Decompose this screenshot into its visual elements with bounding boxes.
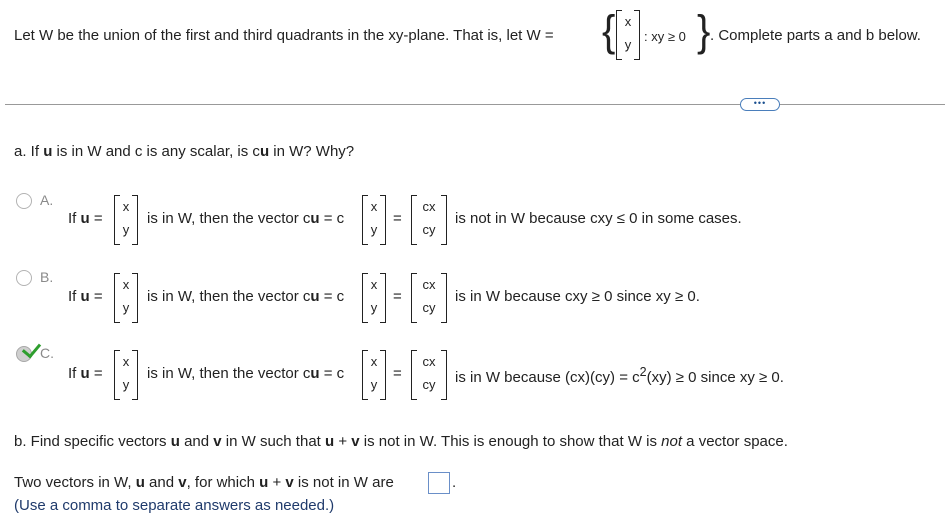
more-button-label: •••	[753, 98, 767, 108]
option-c-matrix-xy	[362, 350, 386, 398]
option-a-eq: =	[89, 210, 103, 227]
part-b-suffix-1: is not in W. This is enough to show that W is	[359, 433, 662, 450]
part-b-prefix: b. Find specific vectors	[14, 433, 171, 450]
option-c-mid-text: is in W, then the vector c	[147, 365, 311, 382]
part-b-suffix-2: a vector space.	[682, 433, 788, 450]
option-c-m2-top: x	[370, 354, 378, 369]
option-c-u2: u	[310, 365, 320, 382]
intro-prefix: Let W be the union of the first and third quadrants in the xy-plane. That is, let W =	[14, 27, 554, 44]
option-b-matrix-u	[114, 273, 138, 321]
part-b-u2: u	[325, 433, 335, 450]
option-b-matrix-cxy	[411, 273, 447, 321]
divider	[5, 104, 945, 105]
option-a-radio[interactable]	[16, 193, 32, 209]
option-a-m1-top: x	[122, 199, 130, 214]
option-c-m3-top: cx	[422, 354, 436, 369]
option-c-if	[68, 365, 103, 382]
answer-note: (Use a comma to separate answers as needed.)	[14, 497, 335, 514]
option-b-u2: u	[310, 288, 320, 305]
option-b-eq2: = c	[319, 288, 345, 305]
option-c-u: u	[80, 365, 90, 382]
option-c-reason	[455, 365, 784, 386]
answer-u2: u	[259, 474, 269, 491]
set-condition: : xy ≥ 0	[644, 29, 686, 44]
option-b-radio[interactable]	[16, 270, 32, 286]
set-matrix-x: x	[624, 14, 632, 29]
set-matrix-y: y	[624, 37, 632, 52]
answer-period: .	[452, 474, 457, 491]
option-a-m2-bot: y	[370, 222, 378, 237]
option-c-mid	[147, 365, 344, 382]
answer-prefix: Two vectors in W,	[14, 474, 136, 491]
option-c-m3-bot: cy	[422, 377, 436, 392]
option-b-m2-bot: y	[370, 300, 378, 315]
option-b-m1-top: x	[122, 277, 130, 292]
part-a-prompt	[14, 143, 354, 160]
option-b-matrix-xy	[362, 273, 386, 321]
part-b-v2: v	[351, 433, 360, 450]
part-b-prompt	[14, 433, 788, 450]
set-matrix	[616, 10, 640, 58]
part-a-u2: u	[259, 143, 270, 160]
part-a-mid: is in W and c is any scalar, is c	[52, 143, 260, 160]
option-b-u: u	[80, 288, 90, 305]
option-a-letter: A.	[40, 192, 54, 208]
option-b-if	[68, 288, 103, 305]
option-c-if-text: If	[68, 365, 81, 382]
answer-v2: v	[285, 474, 294, 491]
more-button[interactable]	[740, 98, 780, 111]
option-c-reason-sup: 2	[639, 365, 647, 379]
option-a-reason: is not in W because cxy ≤ 0 in some cases.	[455, 210, 742, 227]
part-b-mid: in W such that	[221, 433, 325, 450]
option-c-reason-prefix: is in W because (cx)(cy) = c	[455, 369, 640, 386]
option-c-eq: =	[89, 365, 103, 382]
option-a-mid-text: is in W, then the vector c	[147, 210, 311, 227]
answer-v: v	[178, 474, 187, 491]
part-b-and: and	[179, 433, 214, 450]
part-a-suffix: in W? Why?	[269, 143, 355, 160]
option-a-if-text: If	[68, 210, 81, 227]
intro-suffix: . Complete parts a and b below.	[710, 27, 921, 44]
option-c-reason-suffix: (xy) ≥ 0 since xy ≥ 0.	[646, 369, 784, 386]
option-c-m1-top: x	[122, 354, 130, 369]
option-c-m2-bot: y	[370, 377, 378, 392]
answer-suffix: is not in W are	[293, 474, 394, 491]
option-c-eq3: =	[393, 365, 402, 382]
option-a-u2: u	[310, 210, 320, 227]
option-a-matrix-u	[114, 195, 138, 243]
answer-input[interactable]	[428, 472, 450, 494]
option-a-if	[68, 210, 103, 227]
set-right-brace: }	[697, 6, 711, 56]
option-c-matrix-cxy	[411, 350, 447, 398]
option-b-eq3: =	[393, 288, 402, 305]
option-b-m1-bot: y	[122, 300, 130, 315]
option-c-matrix-u	[114, 350, 138, 398]
option-a-matrix-cxy	[411, 195, 447, 243]
answer-and: and	[144, 474, 179, 491]
part-b-not: not	[661, 433, 683, 450]
option-a-eq3: =	[393, 210, 402, 227]
option-a-m1-bot: y	[122, 222, 130, 237]
option-b-m3-bot: cy	[422, 300, 436, 315]
option-a-mid	[147, 210, 344, 227]
option-b-letter: B.	[40, 269, 54, 285]
part-a-u: u	[43, 143, 53, 160]
set-left-brace: {	[602, 6, 616, 56]
answer-mid: , for which	[186, 474, 260, 491]
option-c-letter: C.	[40, 345, 54, 361]
option-b-mid-text: is in W, then the vector c	[147, 288, 311, 305]
option-a-m3-bot: cy	[422, 222, 436, 237]
option-b-reason: is in W because cxy ≥ 0 since xy ≥ 0.	[455, 288, 700, 305]
part-b-u: u	[170, 433, 180, 450]
option-b-mid	[147, 288, 344, 305]
answer-u: u	[135, 474, 145, 491]
part-a-prefix: a. If	[14, 143, 44, 160]
option-c-eq2: = c	[319, 365, 345, 382]
option-b-eq: =	[89, 288, 103, 305]
part-b-answer-line	[14, 474, 394, 491]
option-c-m1-bot: y	[122, 377, 130, 392]
option-a-m2-top: x	[370, 199, 378, 214]
option-b-m2-top: x	[370, 277, 378, 292]
part-b-v: v	[213, 433, 222, 450]
option-a-m3-top: cx	[422, 199, 436, 214]
answer-plus: +	[268, 474, 286, 491]
option-a-eq2: = c	[319, 210, 345, 227]
option-a-u: u	[80, 210, 90, 227]
question-intro	[14, 27, 554, 44]
option-b-if-text: If	[68, 288, 81, 305]
option-a-matrix-xy	[362, 195, 386, 243]
part-b-plus: +	[334, 433, 352, 450]
option-b-m3-top: cx	[422, 277, 436, 292]
